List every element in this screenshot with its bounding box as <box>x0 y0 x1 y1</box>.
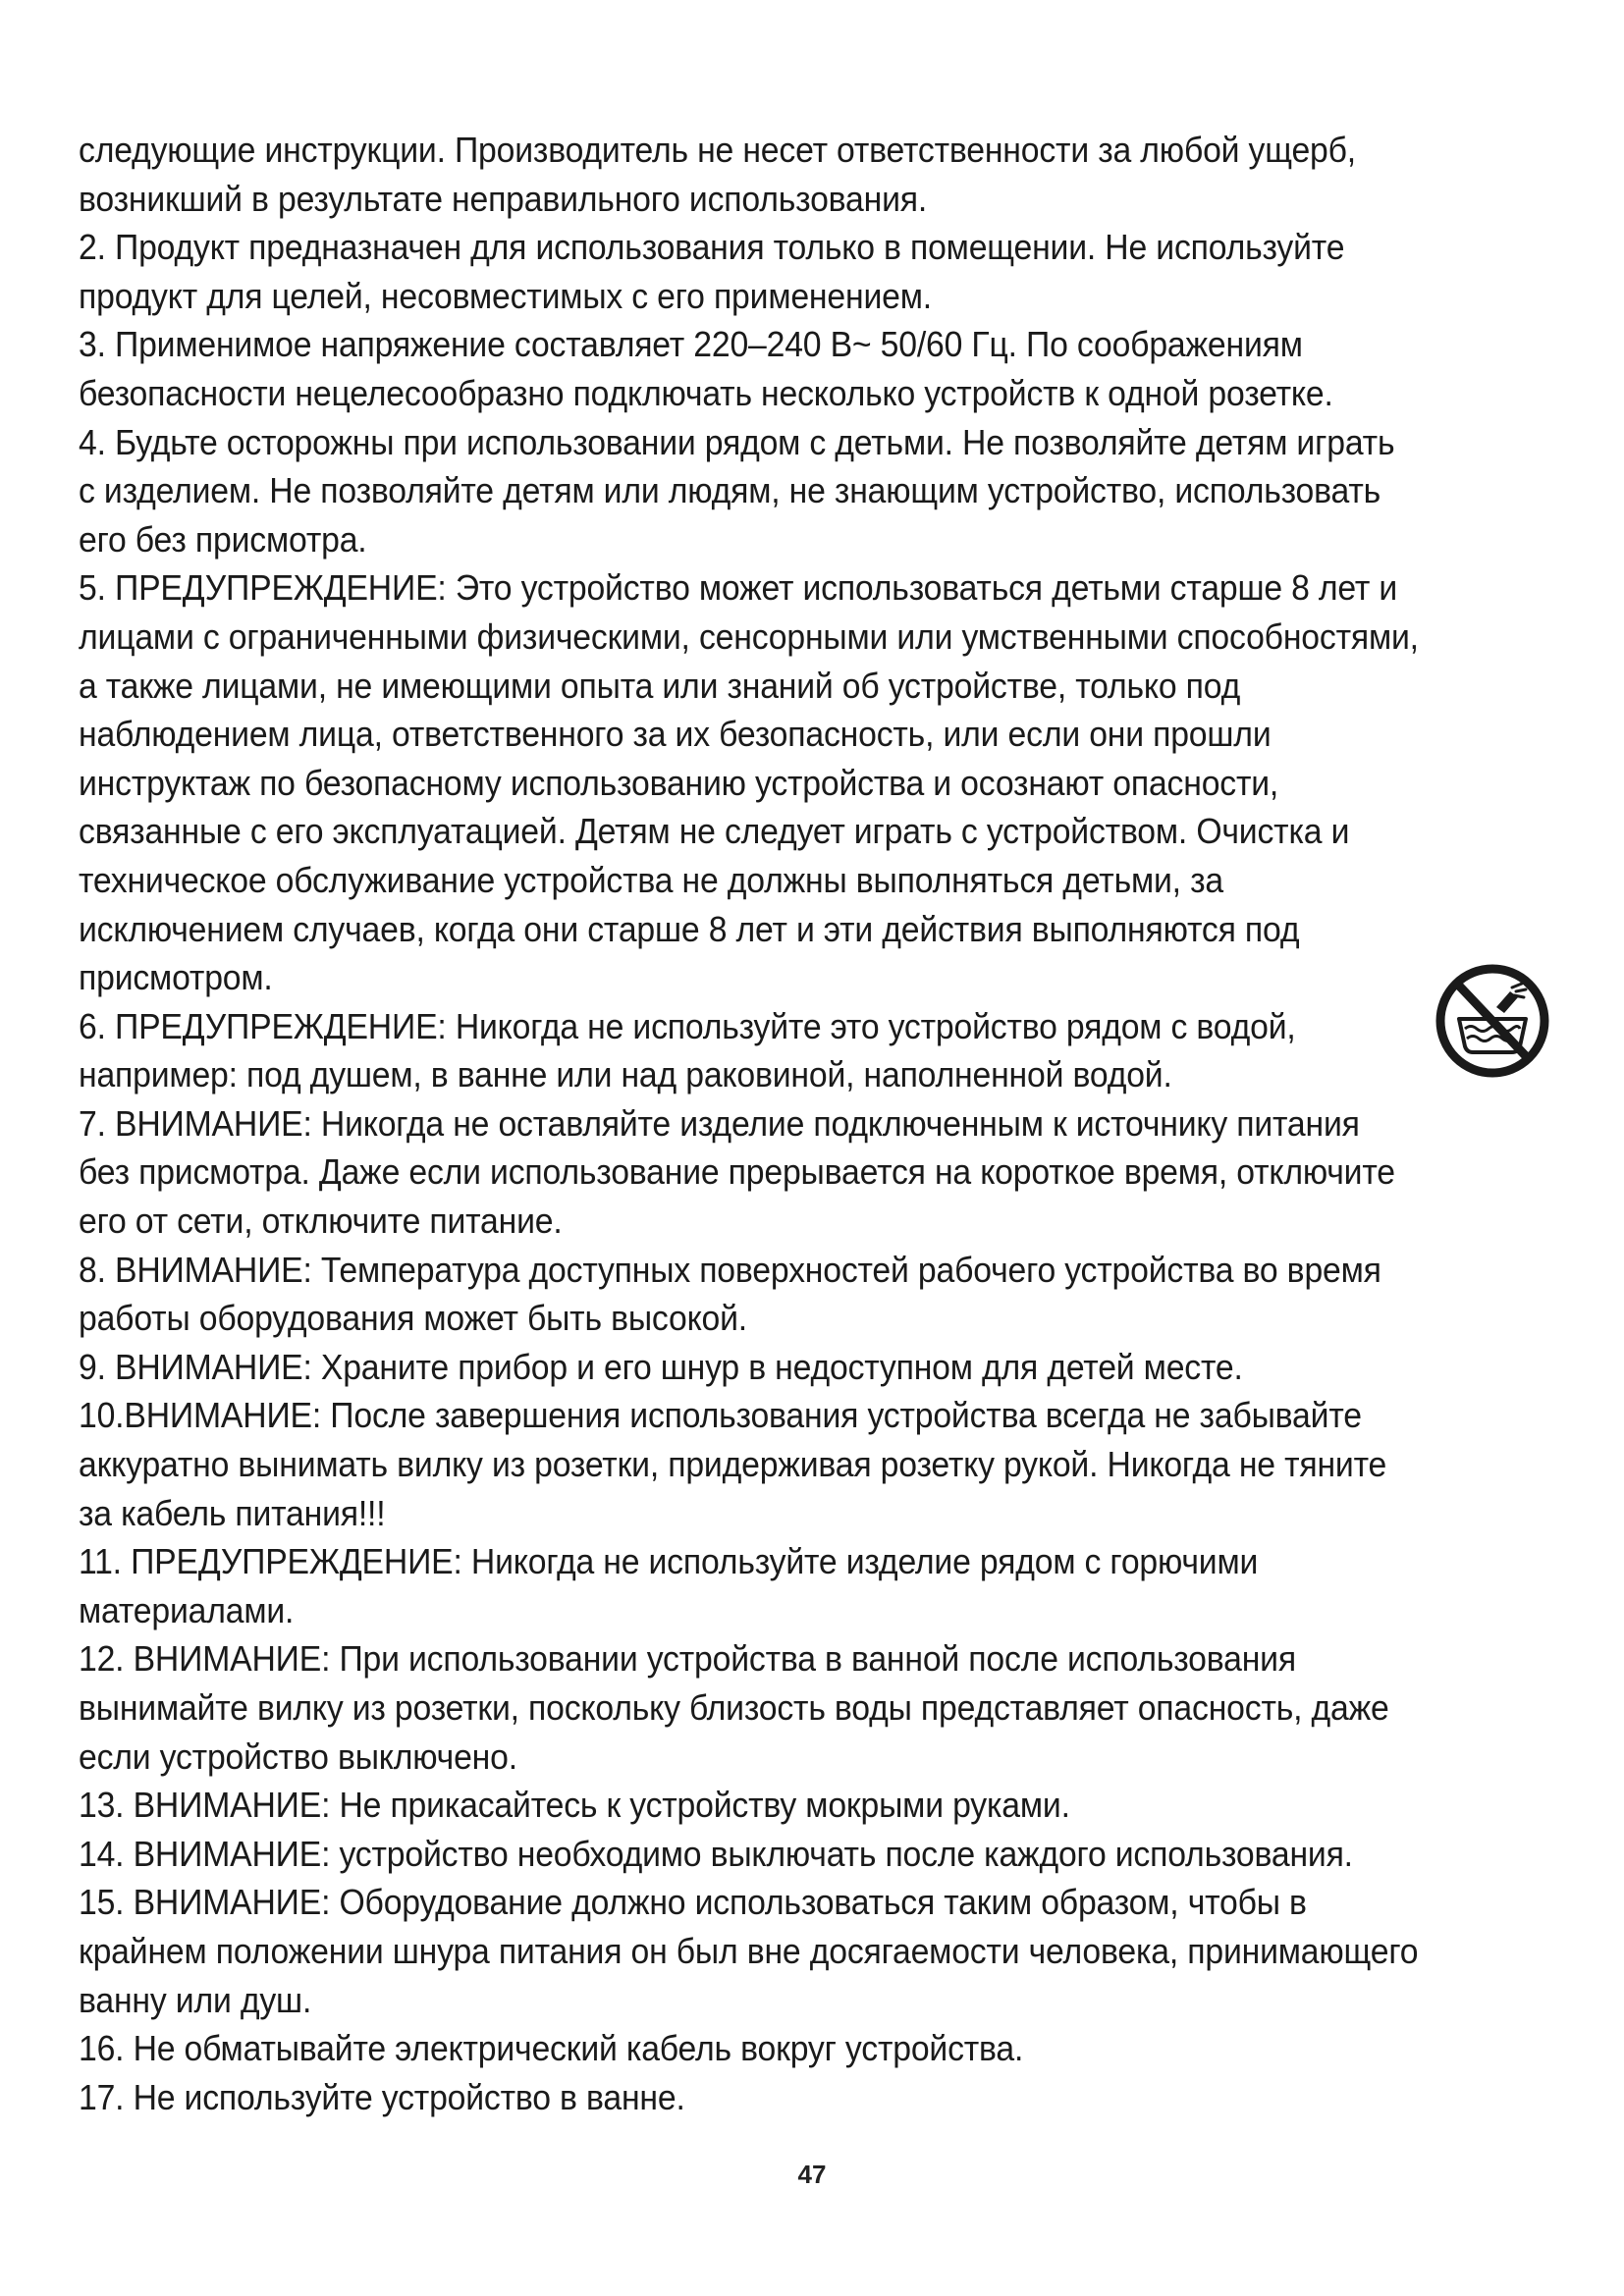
text-line: его от сети, отключите питание. <box>79 1201 563 1242</box>
text-line: следующие инструкции. Производитель не несет ответственности за любой ущерб, <box>79 130 1356 170</box>
item-14-line: 14. ВНИМАНИЕ: устройство необходимо выключать после каждого использования. <box>79 1833 1353 1874</box>
item-3-line: 3. Применимое напряжение составляет 220–240 В~ 50/60 Гц. По соображениям <box>79 324 1303 365</box>
text-line: присмотром. <box>79 957 273 998</box>
item-17-line: 17. Не используйте устройство в ванне. <box>79 2076 685 2117</box>
text-line: за кабель питания!!! <box>79 1492 386 1533</box>
item-15-line: 15. ВНИМАНИЕ: Оборудование должно использоваться таким образом, чтобы в <box>79 1882 1307 1923</box>
text-line: материалами. <box>79 1589 295 1630</box>
text-line: его без присмотра. <box>79 518 367 560</box>
item-16-line: 16. Не обматывайте электрический кабель вокруг устройства. <box>79 2028 1024 2069</box>
text-line: безопасности нецелесообразно подключать несколько устройств к одной розетке. <box>79 372 1333 413</box>
instructions-text <box>79 126 1581 2121</box>
text-line: лицами с ограниченными физическими, сенсорными или умственными способностями, <box>79 615 1419 657</box>
item-7-line: 7. ВНИМАНИЕ: Никогда не оставляйте изделие подключенным к источнику питания <box>79 1102 1360 1144</box>
text-line: например: под душем, в ванне или над раковиной, наполненной водой. <box>79 1054 1172 1095</box>
item-10-line: 10.ВНИМАНИЕ: После завершения использования устройства всегда не забывайте <box>79 1395 1362 1436</box>
text-line: аккуратно вынимать вилку из розетки, придерживая розетку рукой. Никогда не тяните <box>79 1444 1387 1485</box>
text-line: техническое обслуживание устройства не должны выполняться детьми, за <box>79 859 1223 900</box>
page-number: 47 <box>797 2160 827 2189</box>
text-line: исключением случаев, когда они старше 8 лет и эти действия выполняются под <box>79 908 1300 949</box>
text-line: без присмотра. Даже если использование прерывается на короткое время, отключите <box>79 1151 1395 1193</box>
item-11-line: 11. ПРЕДУПРЕЖДЕНИЕ: Никогда не используйте изделие рядом с горючими <box>79 1541 1259 1582</box>
item-4-line: 4. Будьте осторожны при использовании рядом с детьми. Не позволяйте детям играть <box>79 421 1395 462</box>
text-line: связанные с его эксплуатацией. Детям не следует играть с устройством. Очистка и <box>79 811 1350 852</box>
item-5-line: 5. ПРЕДУПРЕЖДЕНИЕ: Это устройство может использоваться детьми старше 8 лет и <box>79 567 1398 609</box>
no-water-use-icon <box>1434 962 1551 1080</box>
text-line: наблюдением лица, ответственного за их безопасность, или если они прошли <box>79 714 1272 755</box>
text-line: работы оборудования может быть высокой. <box>79 1298 748 1339</box>
item-9-line: 9. ВНИМАНИЕ: Храните прибор и его шнур в недоступном для детей месте. <box>79 1346 1243 1387</box>
item-2-line: 2. Продукт предназначен для использования только в помещении. Не используйте <box>79 227 1345 268</box>
item-13-line: 13. ВНИМАНИЕ: Не прикасайтесь к устройству мокрыми руками. <box>79 1785 1070 1826</box>
text-line: крайнем положении шнура питания он был вне досягаемости человека, принимающего <box>79 1930 1419 1971</box>
text-line: а также лицами, не имеющими опыта или знаний об устройстве, только под <box>79 665 1241 706</box>
text-line: возникший в результате неправильного использования. <box>79 178 928 219</box>
text-line: если устройство выключено. <box>79 1735 517 1777</box>
item-12-line: 12. ВНИМАНИЕ: При использовании устройства в ванной после использования <box>79 1638 1296 1680</box>
item-8-line: 8. ВНИМАНИЕ: Температура доступных поверхностей рабочего устройства во время <box>79 1249 1381 1290</box>
text-line: с изделием. Не позволяйте детям или людям, не знающим устройство, использовать <box>79 470 1381 511</box>
text-line: инструктаж по безопасному использованию устройства и осознают опасности, <box>79 762 1279 803</box>
text-line: вынимайте вилку из розетки, поскольку близость воды представляет опасность, даже <box>79 1687 1389 1728</box>
item-6-line: 6. ПРЕДУПРЕЖДЕНИЕ: Никогда не используйте это устройство рядом с водой, <box>79 1005 1296 1046</box>
text-line: ванну или душ. <box>79 1979 312 2020</box>
text-line: продукт для целей, несовместимых с его применением. <box>79 275 932 316</box>
